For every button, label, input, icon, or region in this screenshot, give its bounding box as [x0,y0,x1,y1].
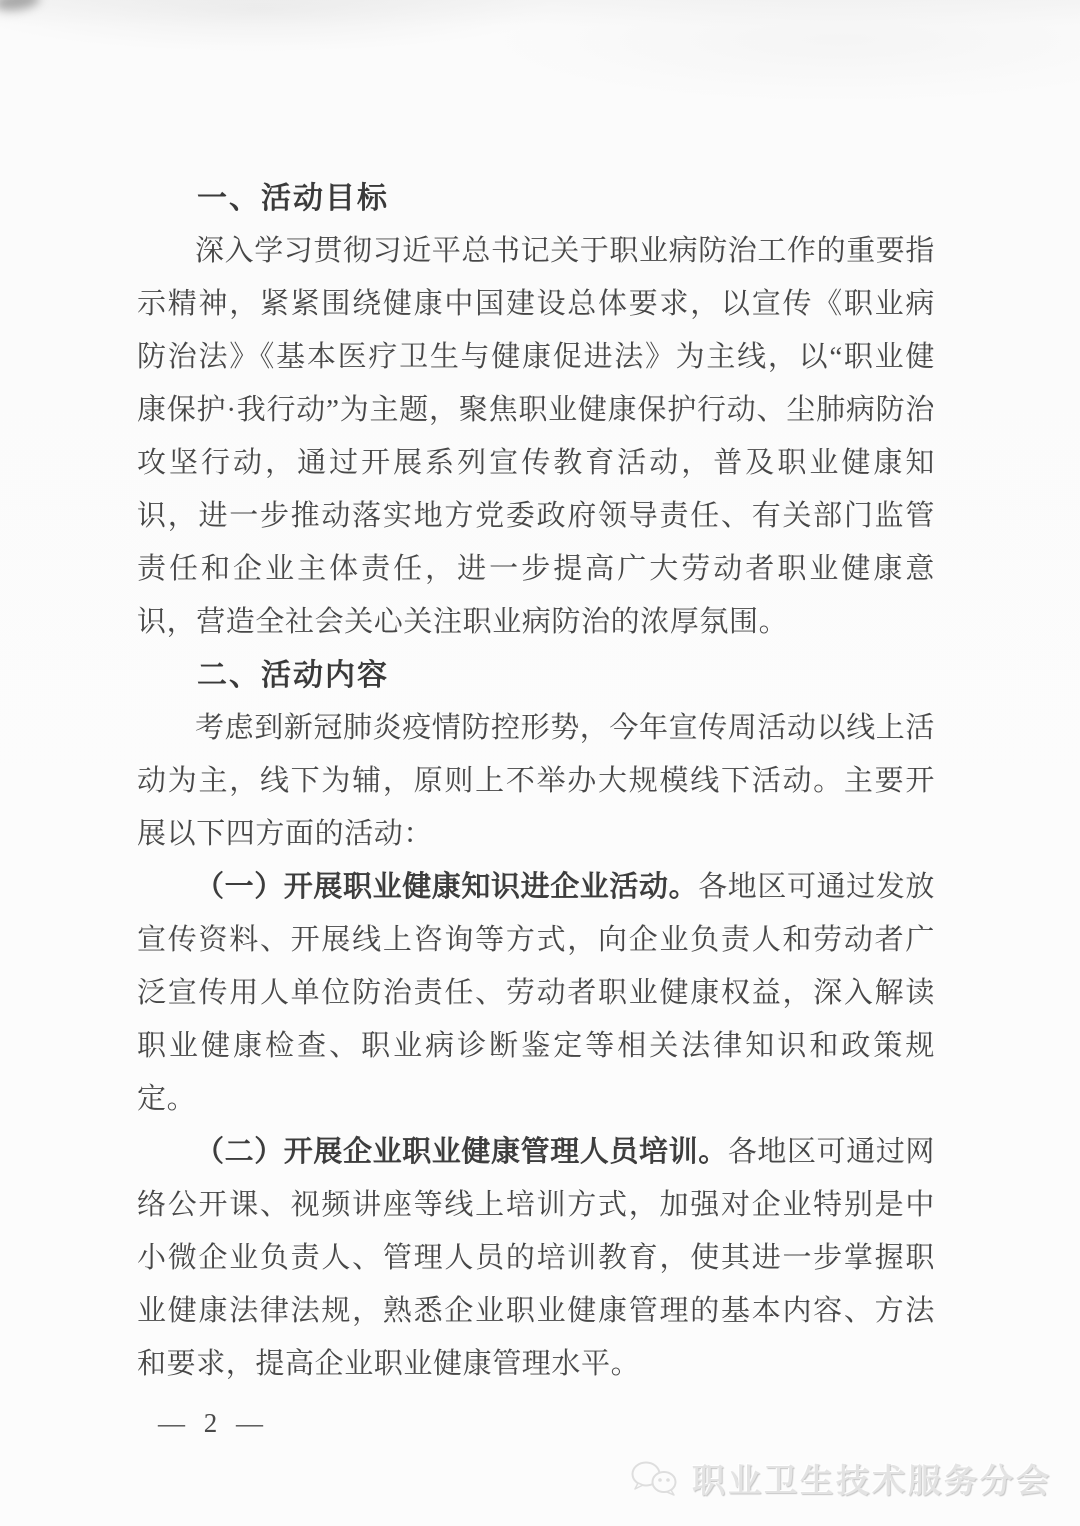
list-item-2-lead: （二）开展企业职业健康管理人员培训。 [195,1136,728,1168]
page-number: — 2 — [158,1408,269,1438]
list-item-1 [137,861,935,1126]
footer-watermark [630,1455,1052,1502]
list-item-1-body: 各地区可通过发放宣传资料、开展线上咨询等方式，向企业负责人和劳动者广泛宣传用人单位防治责任、劳动者职业健康权益，深入解读职业健康检查、职业病诊断鉴定等相关法律知识和政策规定。 [137,871,936,1115]
wechat-icon [630,1458,682,1500]
section-heading-activity-goals: 一、活动目标 [197,182,389,215]
paragraph-activity-goals: 深入学习贯彻习近平总书记关于职业病防治工作的重要指示精神，紧紧围绕健康中国建设总体要求，以宣传《职业病防治法》《基本医疗卫生与健康促进法》为主线，以“职业健康保护·我行动”为主题，聚焦职业健康保护行动、尘肺病防治攻坚行动，通过开展系列宣传教育活动，普及职业健康知识，进一步推动落实地方党委政府领导责任、有关部门监管责任和企业主体责任，进一步提高广大劳动者职业健康意识，营造全社会关心关注职业病防治的浓厚氛围。 [137,235,936,638]
scan-smudge-artifact [0,0,41,13]
footer-account-name: 职业卫生技术服务分会 [692,1462,1052,1499]
list-item-1-lead: （一）开展职业健康知识进企业活动。 [195,871,699,903]
list-item-2 [137,1126,935,1391]
document-body [137,172,935,1450]
section-heading-activity-content: 二、活动内容 [197,659,389,692]
list-item-2-body: 各地区可通过网络公开课、视频讲座等线上培训方式，加强对企业特别是中小微企业负责人、管理人员的培训教育，使其进一步掌握职业健康法律法规，熟悉企业职业健康管理的基本内容、方法和要求，提高企业职业健康管理水平。 [137,1136,936,1380]
paragraph-activity-overview: 考虑到新冠肺炎疫情防控形势，今年宣传周活动以线上活动为主，线下为辅，原则上不举办大规模线下活动。主要开展以下四方面的活动： [137,712,936,850]
